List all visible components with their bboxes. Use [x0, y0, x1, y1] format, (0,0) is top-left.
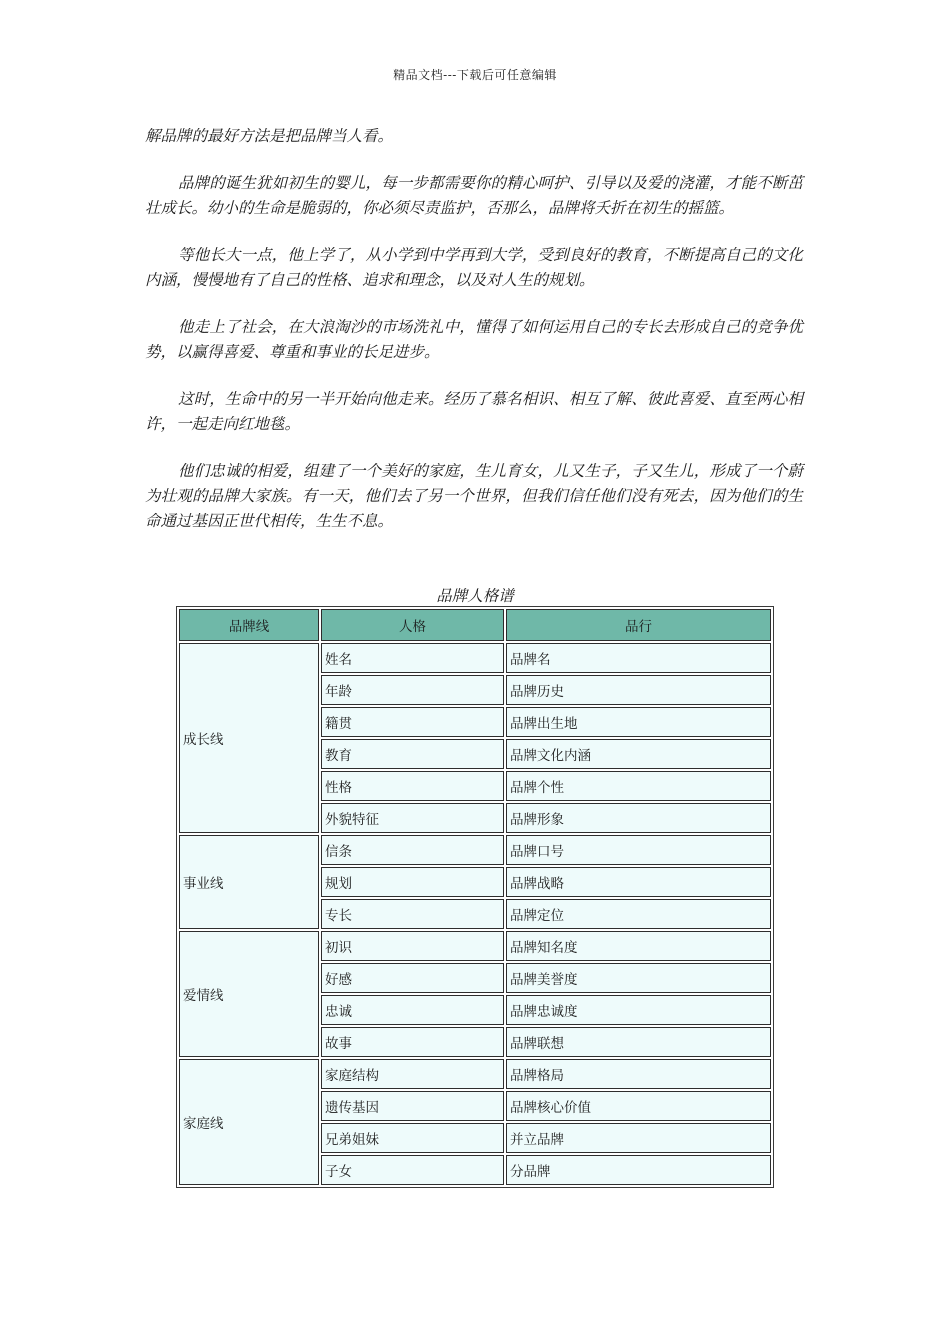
persona-cell: 初识	[321, 931, 504, 961]
persona-cell: 信条	[321, 835, 504, 865]
conduct-cell: 品牌定位	[506, 899, 771, 929]
conduct-cell: 品牌美誉度	[506, 963, 771, 993]
column-header-brand-line: 品牌线	[179, 609, 319, 641]
table-row	[179, 931, 771, 961]
conduct-cell: 品牌历史	[506, 675, 771, 705]
paragraph: 品牌的诞生犹如初生的婴儿，每一步都需要你的精心呵护、引导以及爱的浇灌，才能不断茁壮成长。幼小的生命是脆弱的，你必须尽责监护，否那么，品牌将夭折在初生的摇篮。	[145, 174, 803, 217]
persona-cell: 遗传基因	[321, 1091, 504, 1121]
conduct-cell: 品牌忠诚度	[506, 995, 771, 1025]
paragraph: 解品牌的最好方法是把品牌当人看。	[145, 127, 394, 145]
persona-cell: 好感	[321, 963, 504, 993]
persona-cell: 故事	[321, 1027, 504, 1057]
persona-table	[176, 606, 774, 1188]
column-header-persona: 人格	[321, 609, 504, 641]
conduct-cell: 品牌出生地	[506, 707, 771, 737]
persona-cell: 兄弟姐妹	[321, 1123, 504, 1153]
persona-cell: 姓名	[321, 643, 504, 673]
persona-cell: 规划	[321, 867, 504, 897]
conduct-cell: 品牌文化内涵	[506, 739, 771, 769]
brand-line-cell: 事业线	[179, 835, 319, 929]
conduct-cell: 品牌知名度	[506, 931, 771, 961]
persona-cell: 年龄	[321, 675, 504, 705]
persona-table-wrapper	[176, 606, 774, 1188]
persona-cell: 性格	[321, 771, 504, 801]
conduct-cell: 品牌核心价值	[506, 1091, 771, 1121]
table-row	[179, 643, 771, 673]
conduct-cell: 品牌联想	[506, 1027, 771, 1057]
conduct-cell: 品牌形象	[506, 803, 771, 833]
table-caption: 品牌人格谱	[436, 587, 514, 605]
paragraph: 他走上了社会，在大浪淘沙的市场洗礼中，懂得了如何运用自己的专长去形成自己的竞争优势，以赢得喜爱、尊重和事业的长足进步。	[145, 318, 803, 361]
persona-cell: 忠诚	[321, 995, 504, 1025]
conduct-cell: 品牌个性	[506, 771, 771, 801]
conduct-cell: 品牌名	[506, 643, 771, 673]
paragraph: 这时，生命中的另一半开始向他走来。经历了慕名相识、相互了解、彼此喜爱、直至两心相许，一起走向红地毯。	[145, 390, 803, 433]
conduct-cell: 品牌格局	[506, 1059, 771, 1089]
persona-cell: 专长	[321, 899, 504, 929]
brand-line-cell: 家庭线	[179, 1059, 319, 1185]
conduct-cell: 品牌战略	[506, 867, 771, 897]
persona-cell: 教育	[321, 739, 504, 769]
page-header: 精品文档---下载后可任意编辑	[393, 68, 557, 82]
body-text	[145, 124, 803, 556]
persona-cell: 籍贯	[321, 707, 504, 737]
table-row	[179, 835, 771, 865]
paragraph: 他们忠诚的相爱，组建了一个美好的家庭，生儿育女，儿又生子，子又生儿，形成了一个蔚为壮观的品牌大家族。有一天，他们去了另一个世界，但我们信任他们没有死去，因为他们的生命通过基因正世代相传，生生不息。	[145, 462, 803, 530]
persona-cell: 家庭结构	[321, 1059, 504, 1089]
brand-line-cell: 成长线	[179, 643, 319, 833]
table-row	[179, 1059, 771, 1089]
table-header-row	[179, 609, 771, 641]
persona-cell: 外貌特征	[321, 803, 504, 833]
column-header-conduct: 品行	[506, 609, 771, 641]
paragraph: 等他长大一点，他上学了，从小学到中学再到大学，受到良好的教育，不断提高自己的文化内涵，慢慢地有了自己的性格、追求和理念，以及对人生的规划。	[145, 246, 803, 289]
conduct-cell: 并立品牌	[506, 1123, 771, 1153]
conduct-cell: 分品牌	[506, 1155, 771, 1185]
persona-cell: 子女	[321, 1155, 504, 1185]
conduct-cell: 品牌口号	[506, 835, 771, 865]
brand-line-cell: 爱情线	[179, 931, 319, 1057]
table-body	[179, 643, 771, 1185]
